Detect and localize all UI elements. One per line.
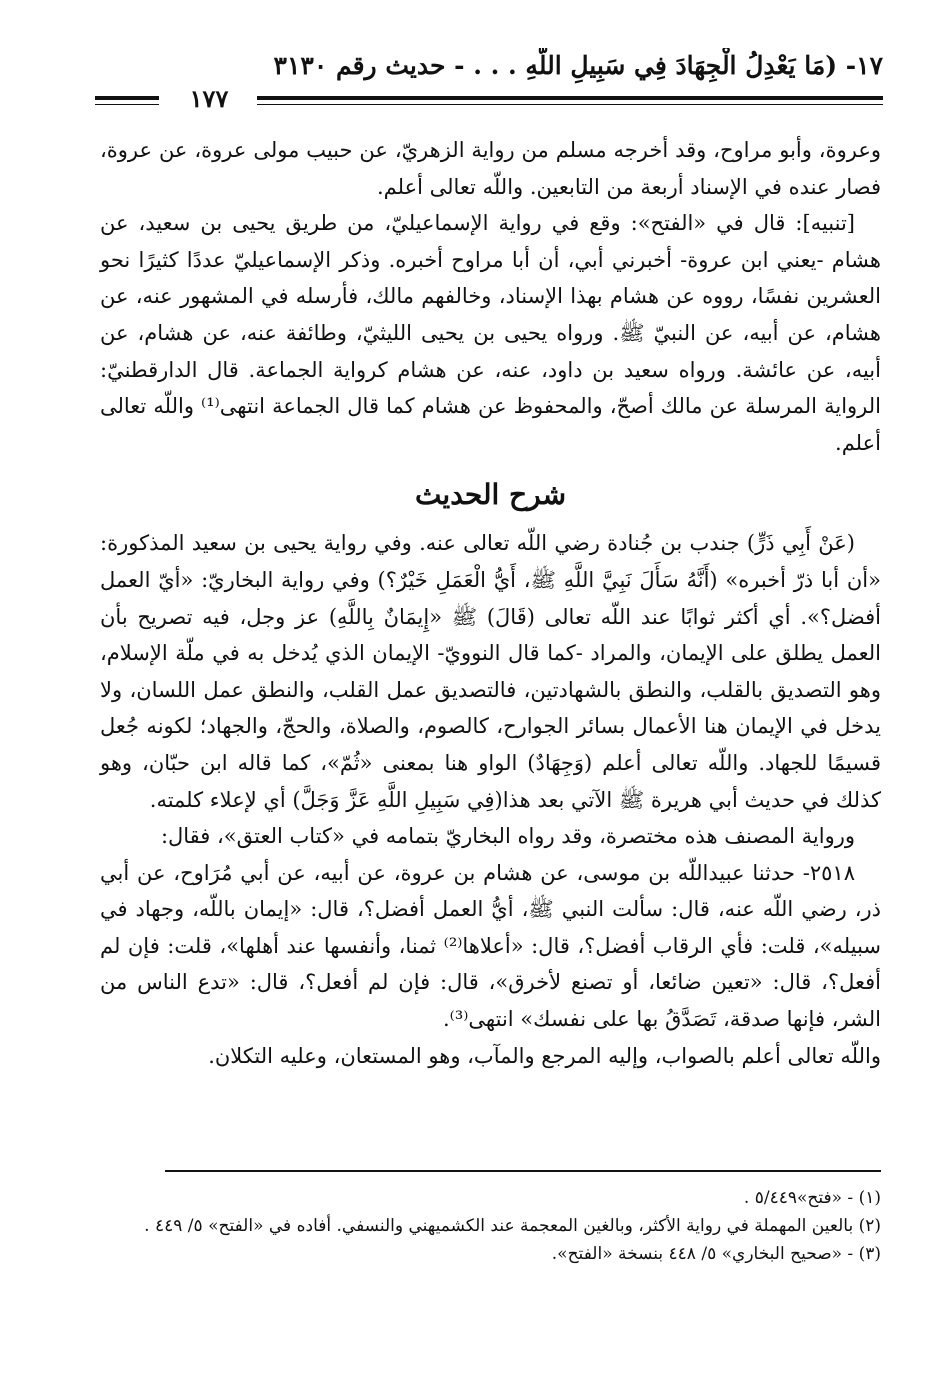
main-text bbox=[100, 132, 881, 1074]
running-title: ١٧- (مَا يَعْدِلُ الْجِهَادَ فِي سَبِيلِ اللَّهِ . . . - حديث رقم ٣١٣٠ bbox=[273, 51, 883, 80]
footnote-item: (٣) - «صحيح البخاري» ٥/ ٤٤٨ بنسخة «الفتح». bbox=[551, 1244, 881, 1264]
section-heading: شرح الحديث bbox=[414, 478, 567, 512]
paragraph-tanbih: [تنبيه]: قال في «الفتح»: وقع في رواية الإسماعيليّ، من طريق يحيى بن سعيد، عن هشام -يعني ابن عروة- أخبرني أبي، أن أبا مراوح أخبره. وذكر الإسماعيليّ عددًا كثيرًا نحو العشرين نفسًا، رووه عن هشام بهذا الإسناد، وخالفهم مالك، فأرسله في المشهور عنه، عن هشام، عن أبيه، عن النبيّ ﷺ. ورواه يحيى بن يحيى الليثيّ، وطائفة عنه، عن هشام، عن أبيه، عن عائشة. ورواه سعيد بن داود، عنه، عن هشام كرواية الجماعة. قال الدارقطنيّ: الرواية المرسلة عن مالك أصحّ، والمحفوظ عن هشام كما قال الجماعة انتهى⁽¹⁾ واللّه تعالى أعلم. bbox=[100, 211, 882, 455]
footnotes bbox=[100, 1184, 881, 1268]
header-rule bbox=[257, 96, 883, 100]
footnote-item: (٢) بالعين المهملة في رواية الأكثر، وبالغين المعجمة عند الكشميهني والنسفي. أفاده في «الفتح» ٥/ ٤٤٩ . bbox=[144, 1216, 881, 1236]
paragraph-closing: واللّه تعالى أعلم بالصواب، وإليه المرجع والمآب، وهو المستعان، وعليه التكلان. bbox=[208, 1043, 881, 1068]
page-number: ١٧٧ bbox=[189, 84, 229, 113]
paragraph-commentary: ورواية المصنف هذه مختصرة، وقد رواه البخاريّ بتمامه في «كتاب العتق»، فقال: bbox=[160, 824, 855, 849]
paragraph-commentary: (عَنْ أَبِي ذَرٍّ) جندب بن جُنادة رضي اللّه تعالى عنه. وفي رواية يحيى بن سعيد المذكورة: «أن أبا ذرّ أخبره» (أَنَّهُ سَأَلَ نَبِيَّ اللَّهِ ﷺ، أَيُّ الْعَمَلِ خَيْرٌ؟) وفي رواية البخاريّ: «أيّ العمل أفضل؟». أي أكثر ثوابًا عند اللّه تعالى (قَالَ) ﷺ «إِيمَانٌ بِاللَّهِ) عز وجل، فيه تصريح بأن العمل يطلق على الإيمان، والمراد -كما قال النوويّ- الإيمان الذي يُدخل به في ملّة الإسلام، وهو التصديق بالقلب، والنطق بالشهادتين، فالتصديق عمل القلب، والنطق عمل اللسان، ولا يدخل في الإيمان هنا الأعمال بسائر الجوارح، كالصوم، والصلاة، والحجّ، والجهاد؛ لكونه جُعل قسيمًا للجهاد. واللّه تعالى أعلم (وَجِهَادٌ) الواو هنا بمعنى «ثُمّ»، كما قاله ابن حبّان، وهو كذلك في حديث أبي هريرة ﷺ الآتي بعد هذا(فِي سَبِيلِ اللَّهِ عَزَّ وَجَلَّ) أي لإعلاء كلمته. bbox=[100, 531, 881, 812]
header-rule-thin bbox=[257, 104, 883, 105]
header-rule-left bbox=[95, 96, 159, 100]
paragraph-hadith: ٢٥١٨- حدثنا عبيداللّه بن موسى، عن هشام بن عروة، عن أبيه، عن أبي مُرَاوح، عن أبي ذر، رضي اللّه عنه، قال: سألت النبي ﷺ، أيُّ العمل أفضل؟، قال: «إيمان باللّه، وجهاد في سبيله»، قلت: فأي الرقاب أفضل؟، قال: «أعلاها⁽²⁾ ثمنا، وأنفسها عند أهلها»، قلت: فإن لم أفعل؟، قال: «تعين ضائعا، أو تصنع لأخرق»، قال: فإن لم أفعل؟، قال: «تدع الناس من الشر، فإنها صدقة، تَصَدَّقُ بها على نفسك» انتهى⁽³⁾. bbox=[100, 860, 881, 1032]
footnote-item: (١) - «فتح»٥/٤٤٩ . bbox=[743, 1188, 881, 1208]
footnote-separator bbox=[165, 1170, 881, 1172]
header-rule-left-thin bbox=[95, 104, 159, 105]
paragraph: وعروة، وأبو مراوح، وقد أخرجه مسلم من رواية الزهريّ، عن حبيب مولى عروة، عن عروة، فصار عنده في الإسناد أربعة من التابعين. واللّه تعالى أعلم. bbox=[100, 138, 881, 199]
page-header bbox=[95, 48, 883, 113]
